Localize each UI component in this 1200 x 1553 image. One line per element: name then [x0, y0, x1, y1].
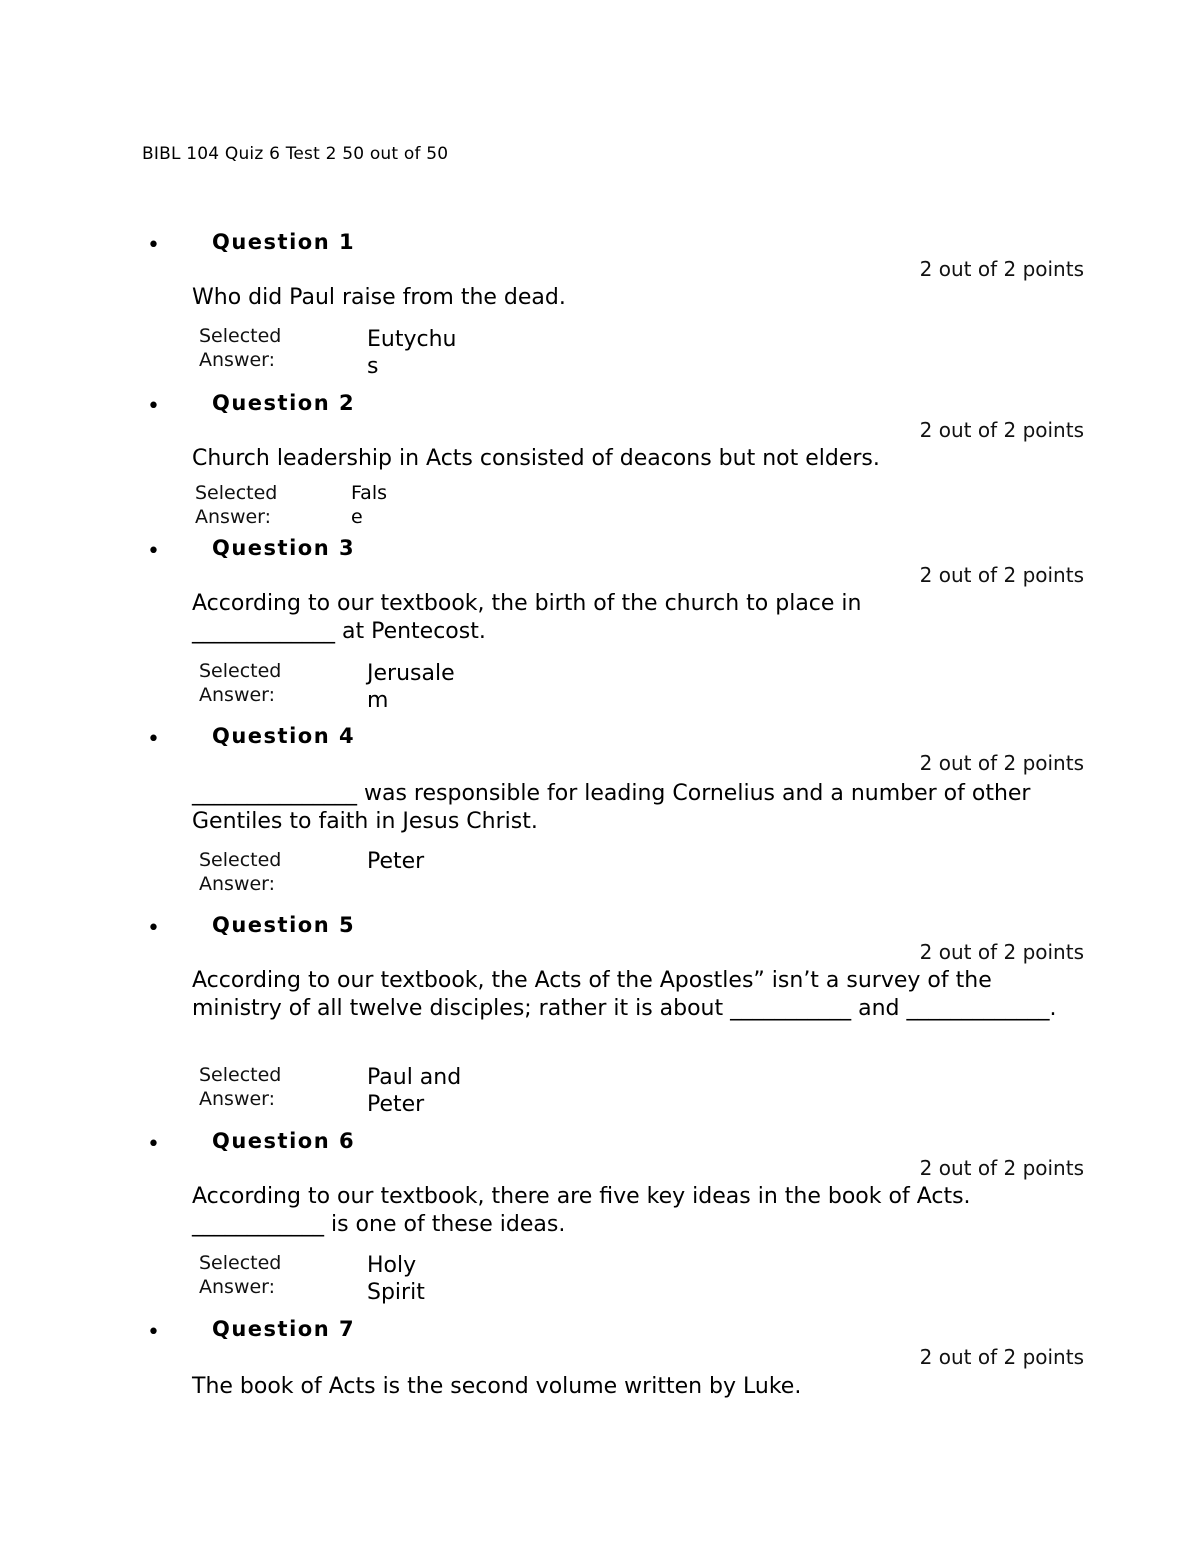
points-text: 2 out of 2 points — [919, 940, 1084, 964]
question-label: Question 5 — [212, 913, 356, 937]
bullet-icon: • — [147, 727, 160, 752]
question-text: According to our textbook, the Acts of the Apostles” isn’t a survey of the ministry of all twelve disciples; rather it is about ___________ and _____________. — [192, 968, 1057, 1021]
selected-answer-label: Selected Answer: — [195, 482, 278, 528]
points-text: 2 out of 2 points — [919, 563, 1084, 587]
selected-answer-value: Peter — [367, 849, 425, 874]
selected-answer-value: False — [351, 482, 388, 528]
question-text: The book of Acts is the second volume written by Luke. — [192, 1374, 802, 1399]
question-label: Question 4 — [212, 724, 356, 748]
document-title: BIBL 104 Quiz 6 Test 2 50 out of 50 — [142, 144, 449, 164]
question-text: Church leadership in Acts consisted of deacons but not elders. — [192, 446, 880, 471]
selected-answer-value: Paul and Peter — [367, 1065, 462, 1117]
bullet-icon: • — [147, 233, 160, 258]
question-text: According to our textbook, the birth of the church to place in _____________ at Pentecost. — [192, 591, 862, 644]
bullet-icon: • — [147, 1132, 160, 1157]
bullet-icon: • — [147, 1320, 160, 1345]
question-label: Question 6 — [212, 1129, 356, 1153]
question-text: _______________ was responsible for leading Cornelius and a number of other Gentiles to faith in Jesus Christ. — [192, 781, 1031, 834]
bullet-icon: • — [147, 394, 160, 419]
question-label: Question 1 — [212, 230, 356, 254]
selected-answer-value: Eutychus — [367, 327, 457, 379]
selected-answer-label: Selected Answer: — [199, 660, 282, 706]
points-text: 2 out of 2 points — [919, 418, 1084, 442]
points-text: 2 out of 2 points — [919, 751, 1084, 775]
selected-answer-label: Selected Answer: — [199, 325, 282, 371]
points-text: 2 out of 2 points — [919, 257, 1084, 281]
question-label: Question 7 — [212, 1317, 356, 1341]
selected-answer-value: Holy Spirit — [367, 1253, 425, 1305]
question-text: Who did Paul raise from the dead. — [192, 285, 566, 310]
points-text: 2 out of 2 points — [919, 1345, 1084, 1369]
selected-answer-label: Selected Answer: — [199, 849, 282, 895]
points-text: 2 out of 2 points — [919, 1156, 1084, 1180]
bullet-icon: • — [147, 916, 160, 941]
selected-answer-value: Jerusalem — [367, 661, 455, 713]
selected-answer-label: Selected Answer: — [199, 1252, 282, 1298]
question-label: Question 2 — [212, 391, 356, 415]
selected-answer-label: Selected Answer: — [199, 1064, 282, 1110]
question-label: Question 3 — [212, 536, 356, 560]
bullet-icon: • — [147, 539, 160, 564]
question-text: According to our textbook, there are five key ideas in the book of Acts. ____________ is one of these ideas. — [192, 1184, 971, 1237]
